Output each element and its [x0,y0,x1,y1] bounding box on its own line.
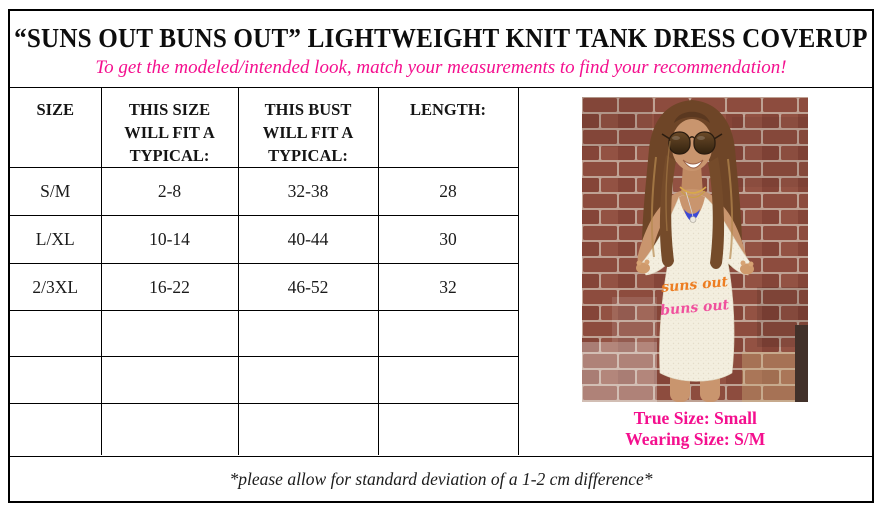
cell-size: 2/3XL [10,264,101,311]
content-area [10,87,872,456]
col-header-fits: THIS SIZE WILL FIT A TYPICAL: [101,88,238,168]
model-photo-panel [519,88,873,456]
table-row-23xl [10,264,518,311]
table-row-sm [10,168,518,216]
shirt-text-suns-out: suns out [660,274,729,296]
table-row-lxl [10,216,518,264]
col-header-bust: THIS BUST WILL FIT A TYPICAL: [238,88,378,168]
size-chart-sheet [8,9,874,503]
shirt-text-buns-out: buns out [659,297,730,319]
caption-wearing-size: Wearing Size: S/M [625,429,766,449]
cell-size: S/M [10,168,101,216]
cell-fits: 10-14 [101,216,238,264]
cell-bust: 32-38 [238,168,378,216]
size-table-header-row [10,88,518,168]
cell-size: L/XL [10,216,101,264]
cell-length: 30 [378,216,518,264]
table-row-empty [10,404,518,455]
dark-doorway-edge [795,325,808,402]
cell-length: 32 [378,264,518,311]
cell-bust: 40-44 [238,216,378,264]
photo-caption [625,408,765,450]
model-photo [582,97,808,402]
col-header-size: SIZE [10,88,101,168]
caption-true-size: True Size: Small [633,408,757,428]
cell-fits: 16-22 [101,264,238,311]
page-subtitle: To get the modeled/intended look, match your measurements to find your recommendation! [95,56,787,78]
table-row-empty [10,311,518,357]
col-header-length: LENGTH: [378,88,518,168]
cell-fits: 2-8 [101,168,238,216]
masthead [10,11,872,87]
footnote: *please allow for standard deviation of a 1-2 cm difference* [10,456,872,501]
cell-length: 28 [378,168,518,216]
page-title: “SUNS OUT BUNS OUT” LIGHTWEIGHT KNIT TANK DRESS COVERUP [14,22,868,53]
size-table [10,88,519,455]
table-row-empty [10,357,518,404]
cell-bust: 46-52 [238,264,378,311]
